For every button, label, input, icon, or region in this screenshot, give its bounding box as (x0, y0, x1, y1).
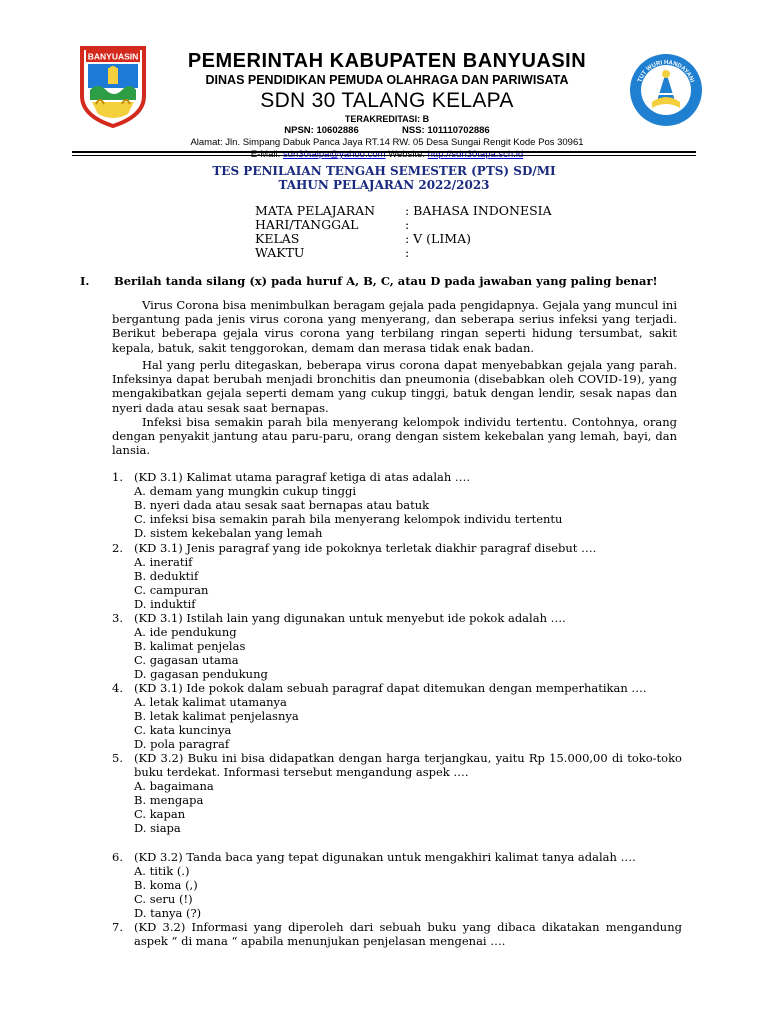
option[interactable]: A. titik (.) (134, 864, 190, 878)
academic-year: TAHUN PELAJARAN 2022/2023 (278, 178, 490, 192)
option[interactable]: B. mengapa (134, 793, 204, 807)
option[interactable]: B. koma (,) (134, 878, 198, 892)
option[interactable]: D. siapa (134, 821, 181, 835)
government-name: PEMERINTAH KABUPATEN BANYUASIN (187, 50, 587, 72)
option[interactable]: B. nyeri dada atau sesak saat bernapas atau batuk (134, 498, 430, 512)
letterhead-divider-thin (72, 155, 696, 156)
option[interactable]: C. seru (!) (134, 892, 193, 906)
letterhead (0, 0, 768, 150)
option[interactable]: D. tanya (?) (134, 906, 202, 920)
exam-title: TES PENILAIAN TENGAH SEMESTER (PTS) SD/MI (212, 164, 556, 178)
nss: NSS: 101110702886 (402, 125, 490, 136)
info-row: HARI/TANGGAL : (255, 217, 410, 232)
option[interactable]: B. letak kalimat penjelasnya (134, 709, 299, 723)
question-1: 1. (KD 3.1) Kalimat utama paragraf ketiga di atas adalah …. A. demam yang mungkin cukup tinggi B. nyeri dada atau sesak saat bernapas atau batuk C. infeksi bisa semakin parah bila menyerang kelompok individu tertentu D. sistem kekebalan yang lemah (112, 470, 682, 540)
option[interactable]: D. sistem kekebalan yang lemah (134, 526, 323, 540)
department-name: DINAS PENDIDIKAN PEMUDA OLAHRAGA DAN PARIWISATA (205, 73, 569, 87)
option[interactable]: D. induktif (134, 597, 196, 611)
option[interactable]: A. letak kalimat utamanya (134, 695, 287, 709)
exam-info (255, 204, 552, 260)
banyuasin-emblem-icon (78, 44, 148, 128)
info-row: KELAS : V (LIMA) (255, 231, 472, 246)
section-instruction: I. Berilah tanda silang (x) pada huruf A, B, C, atau D pada jawaban yang paling benar! (80, 274, 658, 288)
option[interactable]: C. infeksi bisa semakin parah bila menyerang kelompok individu tertentu (134, 512, 563, 526)
school-ids (150, 125, 624, 137)
option[interactable]: D. pola paragraf (134, 737, 230, 751)
option[interactable]: A. ide pendukung (134, 625, 237, 639)
option[interactable]: C. campuran (134, 583, 209, 597)
option[interactable]: A. bagaimana (134, 779, 214, 793)
svg-text:TUT WURI HANDAYANI: TUT WURI HANDAYANI (637, 59, 695, 84)
passage-paragraph: Hal yang perlu ditegaskan, beberapa virus corona dapat menyebabkan gejala yang parah. Infeksinya dapat berubah menjadi bronchitis dan pneumonia (disebabkan oleh COVID-19), yang mengakibatkan gejala seperti demam yang cukup tinggi, batuk dengan lendir, sesak napas dan nyeri dada atau sesak saat bernapas. (112, 358, 677, 415)
info-row: MATA PELAJARAN : BAHASA INDONESIA (255, 203, 552, 218)
question-4: 4. (KD 3.1) Ide pokok dalam sebuah paragraf dapat ditemukan dengan memperhatikan …. A. letak kalimat utamanya B. letak kalimat penjelasnya C. kata kuncinya D. pola paragraf (112, 681, 682, 751)
question-6: 6. (KD 3.2) Tanda baca yang tepat digunakan untuk mengakhiri kalimat tanya adalah …. A. titik (.) B. koma (,) C. seru (!) D. tanya (?) (112, 850, 682, 920)
option[interactable]: B. deduktif (134, 569, 199, 583)
accreditation: TERAKREDITASI: B (344, 114, 430, 124)
option[interactable]: B. kalimat penjelas (134, 639, 246, 653)
question-7: 7. (KD 3.2) Informasi yang diperoleh dari sebuah buku yang dibaca dikatakan mengandung aspek “ di mana “ apabila menunjukan penjelasan mengenai …. (112, 920, 682, 948)
passage-paragraph: Virus Corona bisa menimbulkan beragam gejala pada pengidapnya. Gejala yang muncul ini bergantung pada jenis virus corona yang menyerang, dan seberapa serius infeksi yang terjadi. Berikut beberapa gejala virus corona yang terbilang ringan seperti hidung tersumbat, sakit kepala, batuk, sakit tenggorokan, demam dan merasa tidak enak badan. (112, 298, 677, 355)
option[interactable]: C. gagasan utama (134, 653, 239, 667)
letterhead-divider (72, 151, 696, 153)
option[interactable]: C. kapan (134, 807, 186, 821)
option[interactable]: A. demam yang mungkin cukup tinggi (134, 484, 357, 498)
info-row: WAKTU : (255, 245, 410, 260)
school-name: SDN 30 TALANG KELAPA (260, 89, 514, 112)
passage-paragraph: Infeksi bisa semakin parah bila menyerang kelompok individu tertentu. Contohnya, orang dengan penyakit jantung atau paru-paru, orang dengan sistem kekebalan yang lemah, bayi, dan lansia. (112, 415, 677, 458)
option[interactable]: A. ineratif (134, 555, 193, 569)
tut-wuri-handayani-emblem-icon (628, 52, 704, 128)
option[interactable]: C. kata kuncinya (134, 723, 232, 737)
address: Alamat: Jln. Simpang Dabuk Panca Jaya RT.14 RW. 05 Desa Sungai Rengit Kode Pos 30961 (190, 137, 584, 148)
question-2: 2. (KD 3.1) Jenis paragraf yang ide pokoknya terletak diakhir paragraf disebut …. A. ineratif B. deduktif C. campuran D. induktif (112, 541, 682, 611)
letterhead-text (150, 50, 624, 161)
npsn: NPSN: 10602886 (284, 125, 359, 136)
svg-text:BANYUASIN: BANYUASIN (87, 51, 139, 62)
question-5: 5. (KD 3.2) Buku ini bisa didapatkan dengan harga terjangkau, yaitu Rp 15.000,00 di toko-toko buku terdekat. Informasi tersebut mengandung aspek …. A. bagaimana B. mengapa C. kapan D. siapa (112, 751, 682, 835)
option[interactable]: D. gagasan pendukung (134, 667, 268, 681)
question-3: 3. (KD 3.1) Istilah lain yang digunakan untuk menyebut ide pokok adalah …. A. ide pendukung B. kalimat penjelas C. gagasan utama D. gagasan pendukung (112, 611, 682, 681)
